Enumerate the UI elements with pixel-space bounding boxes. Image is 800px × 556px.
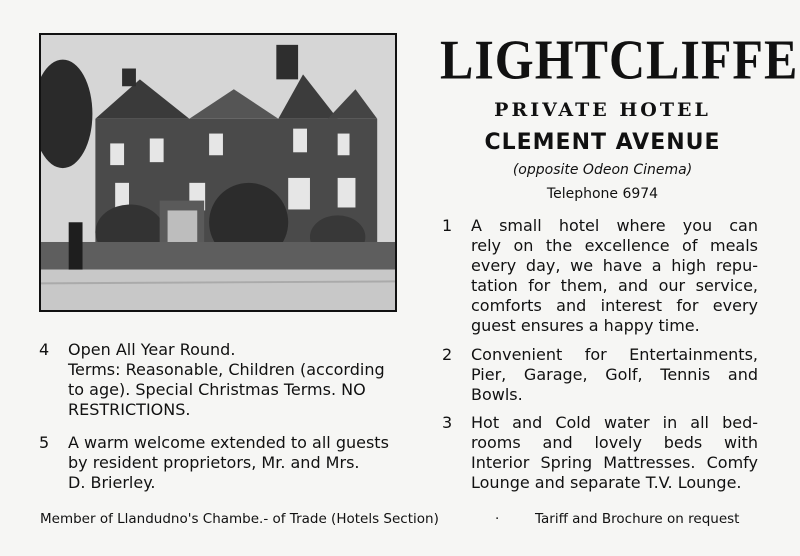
feature-line: Pier, Garage, Golf, Tennis and (471, 365, 758, 384)
feature-line: Bowls. (471, 385, 523, 404)
feature-line: rely on the excellence of meals (471, 236, 758, 255)
feature-line: Terms: Reasonable, Children (according (68, 360, 385, 379)
footer-separator: · (495, 511, 500, 527)
feature-line: tation for them, and our service, (471, 276, 758, 295)
feature-line: Open All Year Round. (68, 340, 236, 359)
feature-line: Lounge and separate T.V. Lounge. (471, 473, 742, 492)
feature-5 (39, 433, 409, 493)
feature-4 (39, 340, 409, 420)
telephone: Telephone 6974 (546, 186, 659, 202)
feature-3 (442, 413, 758, 493)
feature-line: A small hotel where you can (471, 216, 758, 235)
feature-line: by resident proprietors, Mr. and Mrs. (68, 453, 360, 472)
hotel-type: PRIVATE HOTEL (494, 99, 711, 121)
feature-number: 2 (442, 345, 453, 364)
feature-line: A warm welcome extended to all guests (68, 433, 389, 452)
feature-line: D. Brierley. (68, 473, 156, 492)
feature-line: Convenient for Entertainments, (471, 345, 758, 364)
feature-number: 3 (442, 413, 453, 432)
hotel-name: LIGHTCLIFFE (440, 28, 799, 91)
feature-line: comforts and interest for every (471, 296, 758, 315)
feature-line: to age). Special Christmas Terms. NO (68, 380, 366, 399)
feature-line: rooms and lovely beds with (471, 433, 758, 452)
feature-line: guest ensures a happy time. (471, 316, 700, 335)
feature-1 (442, 216, 758, 336)
feature-line: Hot and Cold water in all bed- (471, 413, 758, 432)
feature-2 (442, 345, 758, 405)
feature-number: 5 (39, 433, 50, 452)
chamber-membership: Member of Llandudno's Chambe.- of Trade (Hotels Section) (40, 511, 439, 527)
feature-line: Interior Spring Mattresses. Comfy (471, 453, 758, 472)
feature-line: every day, we have a high repu- (471, 256, 758, 275)
hotel-building-illustration (41, 35, 395, 310)
feature-line: RESTRICTIONS. (68, 400, 191, 419)
hotel-photograph (39, 33, 397, 312)
hotel-street: CLEMENT AVENUE (484, 130, 721, 155)
feature-number: 4 (39, 340, 50, 359)
feature-number: 1 (442, 216, 453, 235)
location-note: (opposite Odeon Cinema) (512, 162, 693, 178)
tariff-note: Tariff and Brochure on request (535, 511, 740, 527)
